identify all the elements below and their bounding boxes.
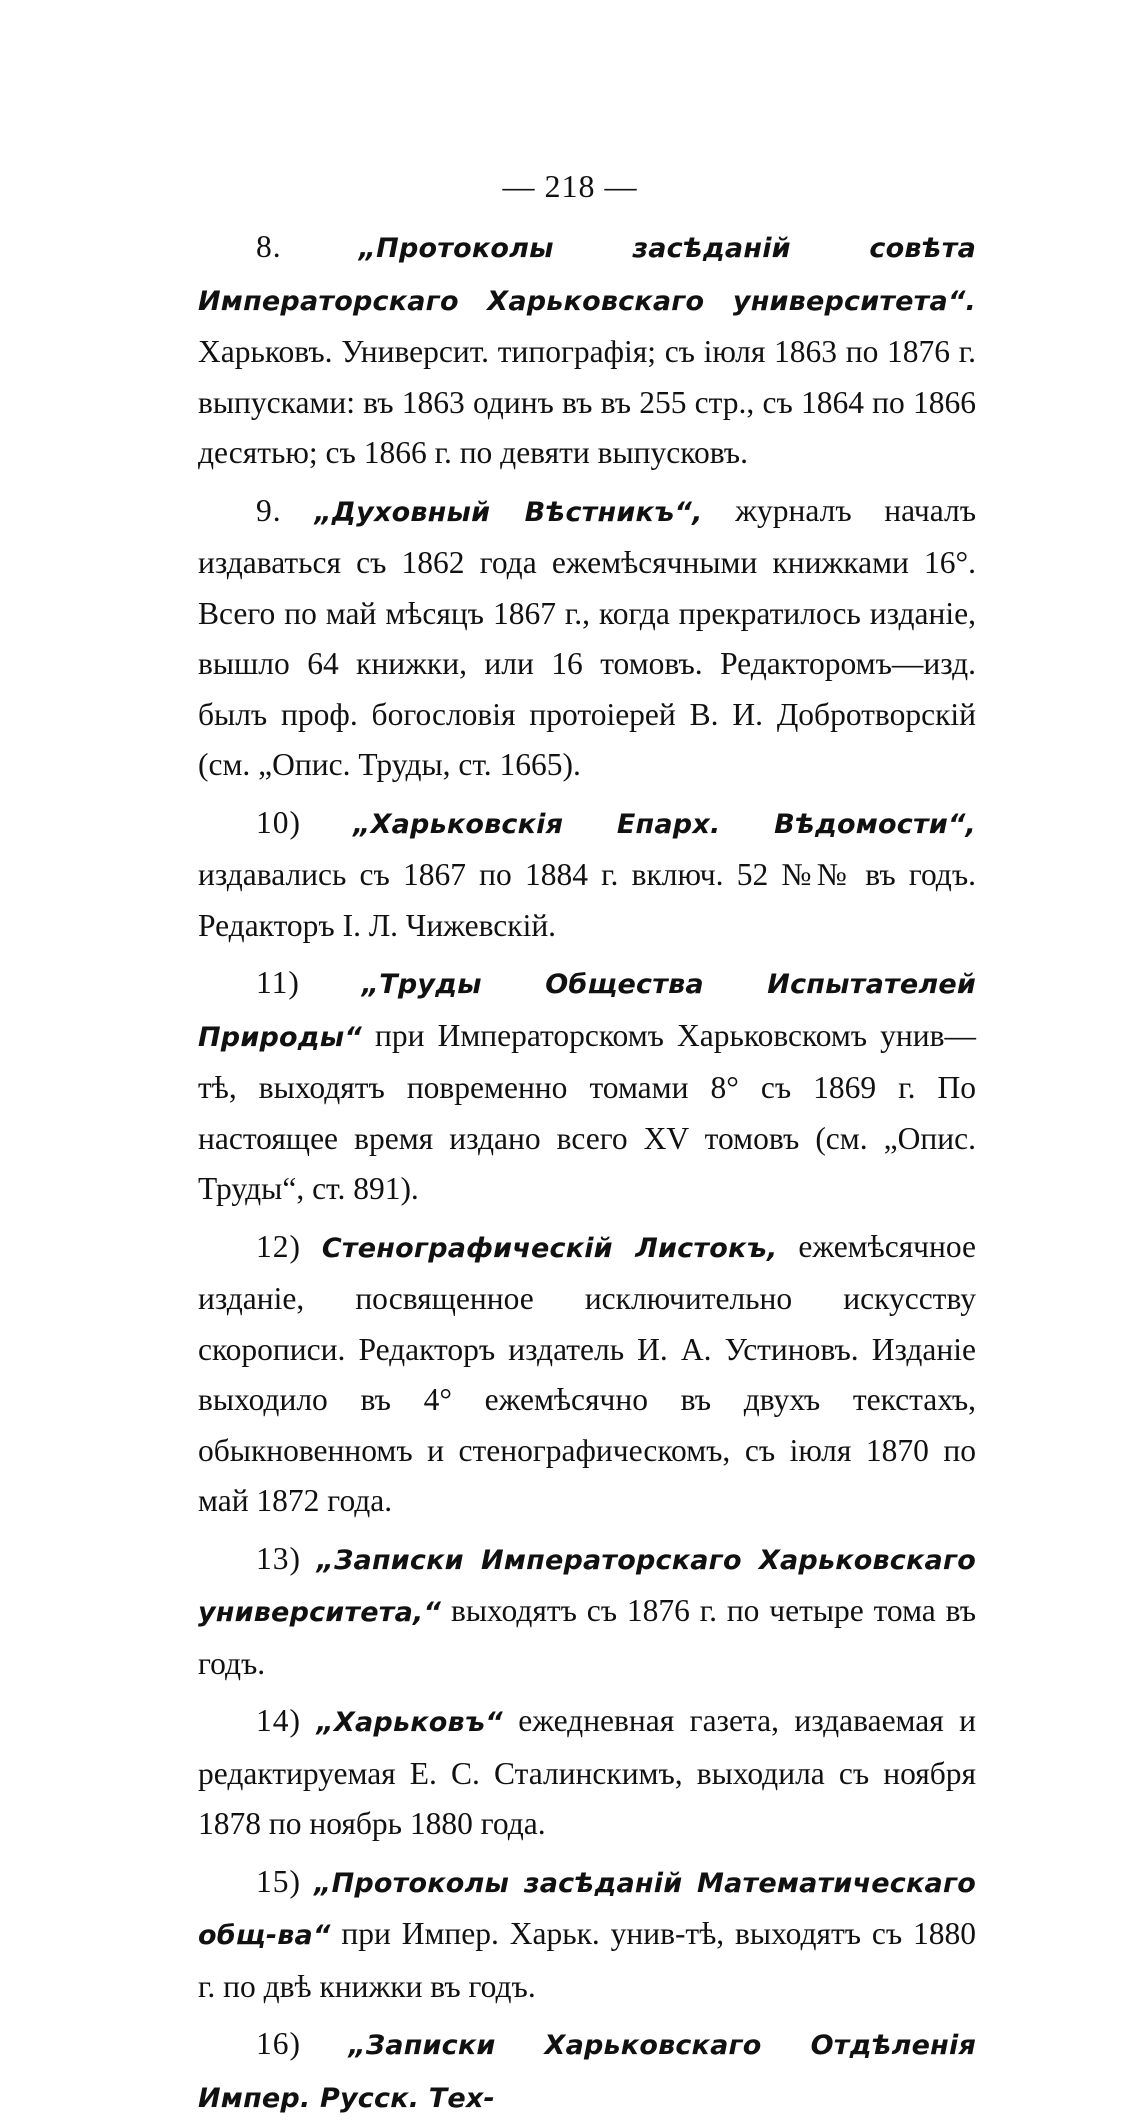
- entry-number: 14): [256, 1703, 301, 1738]
- entry-number: 15): [256, 1863, 301, 1899]
- entry-title: „Харьковскія Епарх. Вѣдомости“,: [353, 808, 976, 840]
- entry-paragraph: [198, 2019, 976, 2124]
- entry-paragraph: [198, 222, 976, 479]
- entry-paragraph: [198, 486, 976, 791]
- entry-title: „Труды Общества Испытателей Природы“: [198, 969, 976, 1053]
- entry-15: [198, 1857, 976, 2013]
- entry-paragraph: [198, 1696, 976, 1850]
- entry-9: [198, 486, 976, 791]
- entry-10: [198, 798, 976, 952]
- entry-text: при Импер. Харьк. унив-тѣ, выходятъ съ 1880 г. по двѣ книжки въ годъ.: [198, 1916, 977, 2004]
- entry-text: ежемѣсячное изданіе, посвященное исключительно искусству скорописи. Редакторъ издатель И. А. Устиновъ. Изданіе выходило въ 4° ежемѣсячно въ двухъ текстахъ, обыкновенномъ и стенографическомъ, съ іюля 1870 по май 1872 года.: [198, 1228, 976, 1518]
- entry-paragraph: [198, 1534, 976, 1690]
- entry-text: при Императорскомъ Харьковскомъ унив—тѣ, выходятъ повременно томами 8° съ 1869 г. По настоящее время издано всего XV томовъ (см. „Опис. Труды“, ст. 891).: [198, 1017, 976, 1206]
- entry-text: журналъ началъ издаваться съ 1862 года ежемѣсячными книжками 16°. Всего по май мѣсяцъ 1867 г., когда прекратилось изданіе, вышло 64 книжки, или 16 томовъ. Редакторомъ—изд. былъ проф. богословія протоіерей В. И. Добротворскій (см. „Опис. Труды, ст. 1665).: [198, 492, 976, 782]
- entry-title: Стенографическій Листокъ,: [321, 1232, 778, 1264]
- entry-12: [198, 1222, 976, 1527]
- entry-14: [198, 1696, 976, 1850]
- entry-number: 16): [256, 2026, 301, 2061]
- entry-16: [198, 2019, 976, 2124]
- entry-number: 8.: [256, 229, 282, 264]
- entry-title: „Протоколы засѣданій Математическаго общ-ва“: [198, 1867, 976, 1951]
- entry-text: Харьковъ. Университ. типографія; съ іюля 1863 по 1876 г. выпусками: въ 1863 одинъ въ въ 255 стр., съ 1864 по 1866 десятью; съ 1866 г. по девяти выпусковъ.: [198, 334, 976, 470]
- entry-paragraph: [198, 1222, 976, 1527]
- entry-paragraph: [198, 958, 976, 1215]
- entry-paragraph: [198, 1857, 976, 2013]
- entries-list: [198, 222, 976, 2124]
- entry-number: 13): [256, 1540, 301, 1576]
- page-number: — 218 —: [502, 168, 638, 204]
- entry-text: ежедневная газета, издаваемая и редактируемая Е. С. Сталинскимъ, выходила съ ноября 1878 по ноябрь 1880 года.: [198, 1703, 976, 1841]
- entry-title: „Записки Харьковскаго Отдѣленія Импер. Русск. Тех-: [198, 2030, 977, 2114]
- entry-8: [198, 222, 976, 479]
- entry-number: 11): [256, 965, 300, 1000]
- entry-13: [198, 1534, 976, 1690]
- entry-number: 12): [256, 1228, 301, 1264]
- entry-text: издавались съ 1867 по 1884 г. включ. 52 №№ въ годъ. Редакторъ І. Л. Чижевскій.: [198, 857, 976, 943]
- entry-title: „Духовный Вѣстникъ“,: [314, 496, 703, 528]
- entry-title: „Записки Императорскаго Харьковскаго университета,“: [198, 1544, 976, 1628]
- entry-11: [198, 958, 976, 1215]
- entry-title: „Протоколы засѣданій совѣта Императорскаго Харьковскаго университета“.: [198, 233, 977, 317]
- entry-title: „Харьковъ“: [316, 1707, 503, 1738]
- entry-number: 10): [256, 804, 301, 840]
- entry-number: 9.: [256, 492, 282, 528]
- entry-paragraph: [198, 798, 976, 952]
- entry-text: выходятъ съ 1876 г. по четыре тома въ годъ.: [198, 1593, 976, 1681]
